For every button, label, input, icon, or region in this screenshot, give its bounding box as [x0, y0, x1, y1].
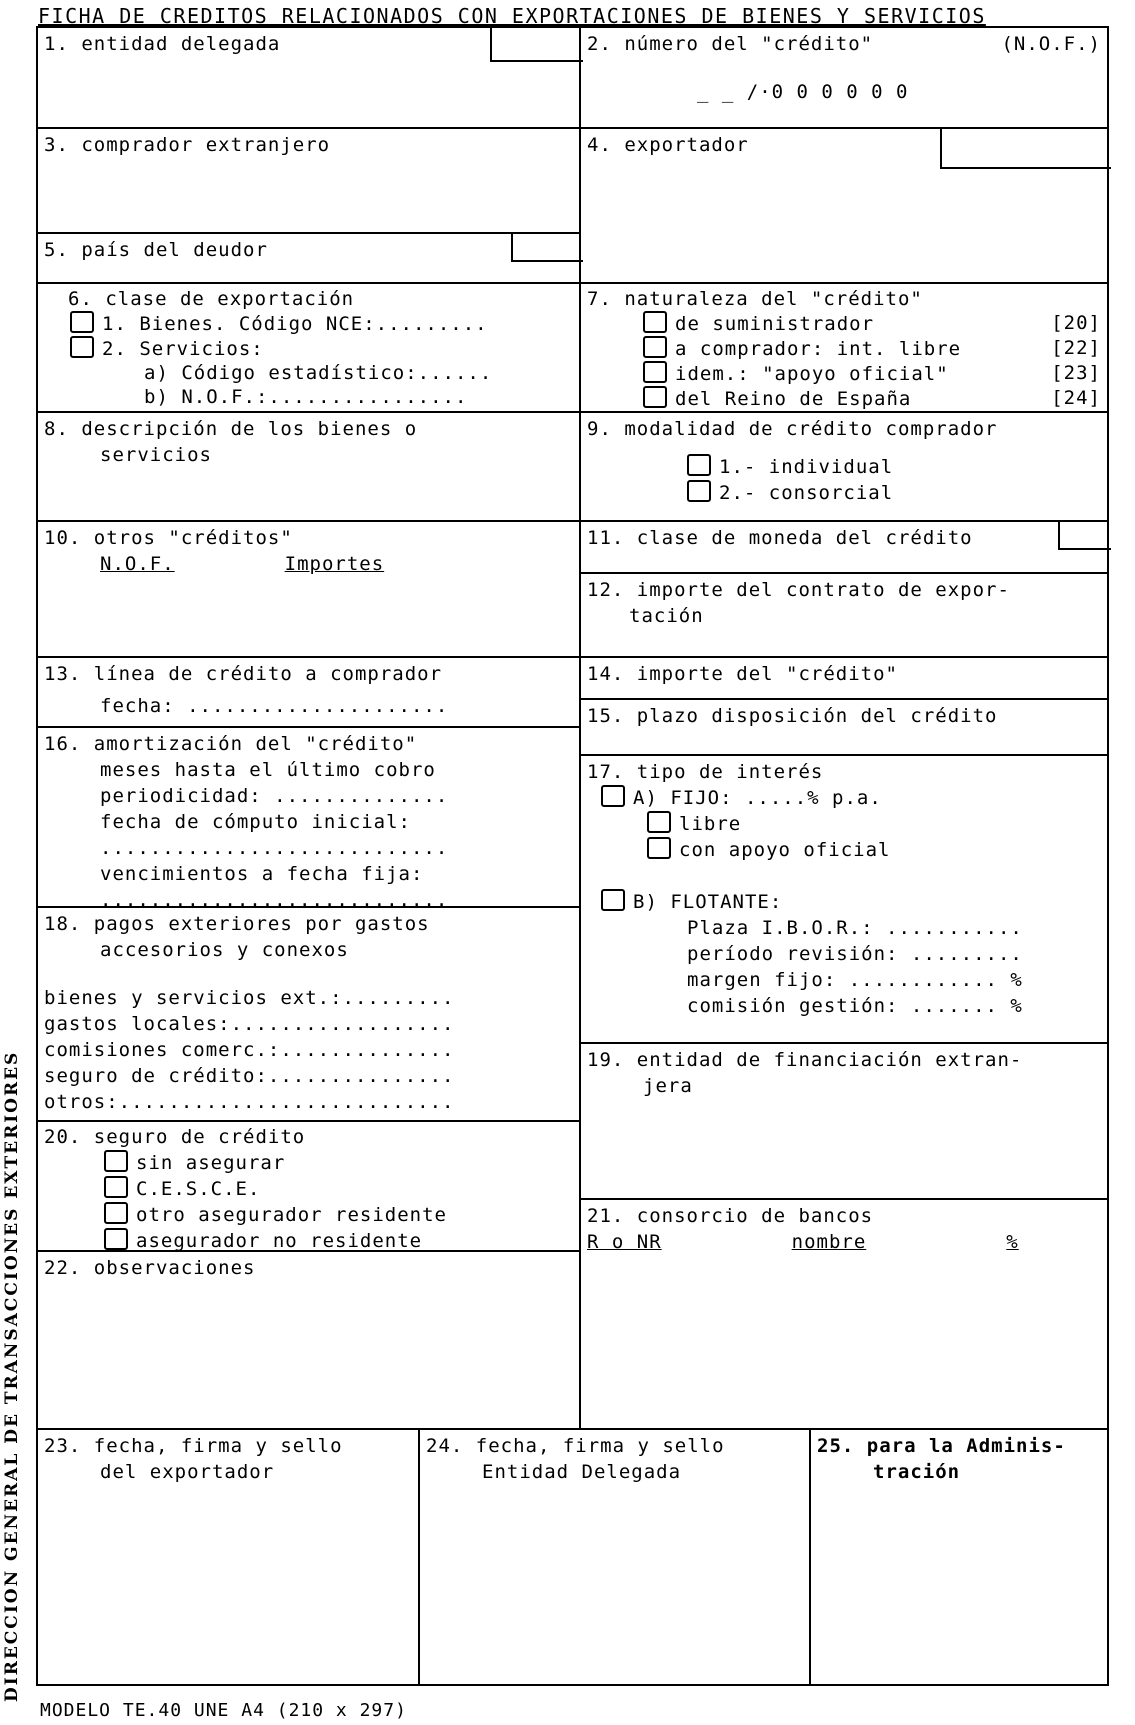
field-16-line: meses hasta el último cobro [100, 759, 436, 781]
field-19-entidad-financiacion[interactable] [579, 1042, 1109, 1200]
field-9-consorcial-checkbox[interactable] [687, 480, 711, 502]
field-23-firma-exportador[interactable] [36, 1428, 420, 1686]
field-17-b-line: comisión gestión: ....... % [687, 995, 1023, 1017]
field-21-label: 21. consorcio de bancos [587, 1205, 874, 1227]
field-10-col-nof: N.O.F. [100, 553, 175, 575]
field-17-fijo-checkbox[interactable] [601, 785, 625, 807]
field-7-naturaleza-credito[interactable] [579, 282, 1109, 413]
field-14-importe-credito[interactable] [579, 656, 1109, 700]
field-7-item-text: idem.: "apoyo oficial" [675, 363, 949, 385]
field-21-col-nombre: nombre [791, 1231, 867, 1253]
field-8-descripcion[interactable] [36, 411, 581, 522]
field-20-label: 20. seguro de crédito [44, 1126, 306, 1148]
field-15-label: 15. plazo disposición del crédito [587, 705, 998, 727]
field-16-line: vencimientos a fecha fija: [100, 863, 424, 885]
field-19-label-cont: jera [643, 1075, 693, 1097]
footer-model: MODELO TE.40 UNE A4 (210 x 297) [40, 1700, 407, 1721]
field-12-label-cont: tación [629, 605, 704, 627]
field-18-line: bienes y servicios ext.:......... [44, 987, 455, 1009]
field-16-line: ............................ [100, 889, 449, 908]
field-8-label: 8. descripción de los bienes o [44, 418, 418, 440]
field-8-label-cont: servicios [100, 444, 212, 466]
field-20-cesce-checkbox[interactable] [104, 1176, 128, 1198]
field-17-flotante-label: B) FLOTANTE: [633, 891, 783, 913]
field-15-plazo-disposicion[interactable] [579, 698, 1109, 756]
field-13-label: 13. línea de crédito a comprador [44, 663, 443, 685]
field-25-label: 25. para la Adminis- [817, 1435, 1066, 1457]
field-6-servicios-label: 2. Servicios: [102, 338, 264, 360]
field-17-apoyo-label: con apoyo oficial [679, 839, 891, 861]
field-17-apoyo-checkbox[interactable] [647, 837, 671, 859]
field-5-label: 5. país del deudor [44, 239, 268, 261]
field-7-checkbox-20[interactable] [643, 311, 667, 333]
field-21-col-rnr: R o NR [587, 1231, 662, 1253]
field-2-suffix: (N.O.F.) [1001, 33, 1101, 55]
field-4-label: 4. exportador [587, 134, 749, 156]
field-5-code-box[interactable] [511, 232, 583, 262]
field-6-nof: b) N.O.F.:................ [144, 386, 468, 408]
sidebar-vertical-text: DIRECCION GENERAL DE TRANSACCIONES EXTERIORES [2, 1050, 22, 1702]
field-10-col-importes: Importes [284, 553, 385, 575]
field-20-residente-checkbox[interactable] [104, 1202, 128, 1224]
field-1-label: 1. entidad delegada [44, 33, 281, 55]
field-5-pais-deudor[interactable] [36, 232, 581, 284]
field-12-importe-contrato[interactable] [579, 572, 1109, 658]
field-7-item-code: [24] [1051, 387, 1101, 409]
field-13-fecha: fecha: ..................... [100, 695, 449, 717]
field-11-code-box[interactable] [1058, 520, 1111, 550]
field-7-item-code: [20] [1051, 312, 1101, 334]
field-20-opt-label: sin asegurar [136, 1152, 286, 1174]
field-17-flotante-checkbox[interactable] [601, 889, 625, 911]
field-24-label: 24. fecha, firma y sello [426, 1435, 725, 1457]
field-18-line: gastos locales:.................. [44, 1013, 455, 1035]
field-2-value: _ _ /·0 0 0 0 0 0 [697, 81, 909, 103]
field-6-bienes-checkbox[interactable] [70, 311, 94, 333]
field-22-observaciones[interactable] [36, 1250, 581, 1430]
field-16-line: ............................ [100, 837, 449, 859]
field-6-codigo-estadistico: a) Código estadístico:...... [144, 362, 493, 384]
field-6-label: 6. clase de exportación [68, 288, 355, 310]
field-7-item-text: a comprador: int. libre [675, 338, 962, 360]
field-6-clase-exportacion[interactable] [36, 282, 581, 413]
field-11-clase-moneda[interactable] [579, 520, 1109, 574]
field-3-label: 3. comprador extranjero [44, 134, 331, 156]
field-18-label: 18. pagos exteriores por gastos [44, 913, 430, 935]
field-18-label-cont: accesorios y conexos [100, 939, 349, 961]
field-2-numero-credito[interactable] [579, 26, 1109, 129]
field-17-label: 17. tipo de interés [587, 761, 824, 783]
field-7-label: 7. naturaleza del "crédito" [587, 288, 923, 310]
field-3-comprador-extranjero[interactable] [36, 127, 581, 234]
field-7-checkbox-24[interactable] [643, 386, 667, 408]
field-6-servicios-checkbox[interactable] [70, 336, 94, 358]
field-12-label: 12. importe del contrato de expor- [587, 579, 1010, 601]
field-17-b-line: período revisión: ......... [687, 943, 1023, 965]
field-25-administracion[interactable] [809, 1428, 1109, 1686]
field-18-line: otros:........................... [44, 1091, 455, 1113]
field-16-line: fecha de cómputo inicial: [100, 811, 411, 833]
field-24-label-cont: Entidad Delegada [482, 1461, 682, 1483]
field-2-label: 2. número del "crédito" [587, 33, 874, 55]
field-7-item-code: [23] [1051, 362, 1101, 384]
field-11-label: 11. clase de moneda del crédito [587, 527, 973, 549]
field-17-b-line: margen fijo: ............ % [687, 969, 1023, 991]
field-19-label: 19. entidad de financiación extran- [587, 1049, 1023, 1071]
field-23-label-cont: del exportador [100, 1461, 275, 1483]
field-18-pagos-exteriores[interactable] [36, 906, 581, 1122]
field-9-consorcial-label: 2.- consorcial [719, 482, 894, 504]
field-4-code-box[interactable] [940, 127, 1111, 169]
field-22-label: 22. observaciones [44, 1257, 256, 1279]
field-16-amortizacion[interactable] [36, 726, 581, 908]
field-17-libre-checkbox[interactable] [647, 811, 671, 833]
field-20-seguro-credito[interactable] [36, 1120, 581, 1252]
field-7-item-text: del Reino de España [675, 388, 912, 410]
field-9-individual-label: 1.- individual [719, 456, 894, 478]
field-7-item-text: de suministrador [675, 313, 875, 335]
field-1-code-box[interactable] [490, 26, 583, 62]
field-17-tipo-interes[interactable] [579, 754, 1109, 1044]
field-20-opt-label: C.E.S.C.E. [136, 1178, 261, 1200]
field-17-b-line: Plaza I.B.O.R.: ........... [687, 917, 1023, 939]
field-16-label: 16. amortización del "crédito" [44, 733, 418, 755]
field-25-label-cont: tración [873, 1461, 961, 1483]
field-17-fijo-label: A) FIJO: .....% p.a. [633, 787, 882, 809]
field-13-linea-credito[interactable] [36, 656, 581, 728]
field-20-opt-label: asegurador no residente [136, 1230, 423, 1252]
field-9-label: 9. modalidad de crédito comprador [587, 418, 998, 440]
field-10-label: 10. otros "créditos" [44, 527, 293, 549]
field-7-checkbox-23[interactable] [643, 361, 667, 383]
field-7-checkbox-22[interactable] [643, 336, 667, 358]
field-6-bienes-label: 1. Bienes. Código NCE:......... [102, 313, 488, 335]
field-18-line: comisiones comerc.:.............. [44, 1039, 455, 1061]
field-9-modalidad[interactable] [579, 411, 1109, 522]
field-21-col-pct: % [1006, 1231, 1019, 1253]
field-7-item-code: [22] [1051, 337, 1101, 359]
field-9-individual-checkbox[interactable] [687, 454, 711, 476]
field-20-sin-asegurar-checkbox[interactable] [104, 1150, 128, 1172]
field-16-line: periodicidad: .............. [100, 785, 449, 807]
field-10-otros-creditos[interactable] [36, 520, 581, 658]
field-23-label: 23. fecha, firma y sello [44, 1435, 343, 1457]
field-17-libre-label: libre [679, 813, 742, 835]
field-14-label: 14. importe del "crédito" [587, 663, 898, 685]
field-18-line: seguro de crédito:............... [44, 1065, 455, 1087]
form-title: FICHA DE CREDITOS RELACIONADOS CON EXPORTACIONES DE BIENES Y SERVICIOS [38, 4, 986, 28]
field-20-no-residente-checkbox[interactable] [104, 1228, 128, 1250]
field-20-opt-label: otro asegurador residente [136, 1204, 447, 1226]
field-21-consorcio-bancos[interactable] [579, 1198, 1109, 1430]
field-24-firma-entidad[interactable] [418, 1428, 811, 1686]
